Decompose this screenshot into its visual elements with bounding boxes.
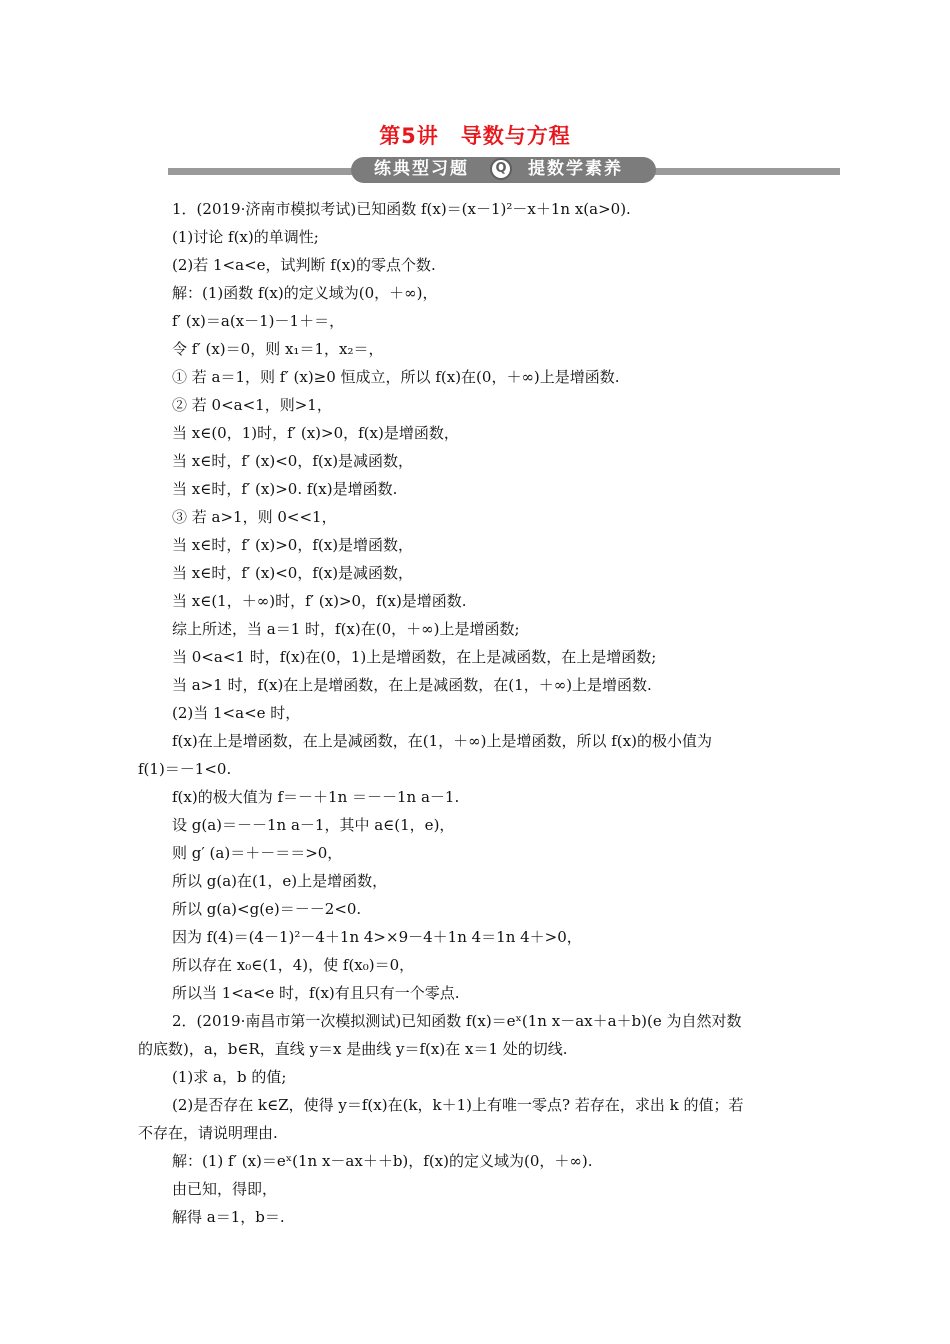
text-line: 1．(2019·济南市模拟考试)已知函数 f(x)＝(x－1)²－x＋1n x(a>0). (172, 200, 631, 218)
banner-left-text: 练典型习题 (374, 159, 469, 179)
text-line: (1)求 a，b 的值; (172, 1068, 287, 1086)
text-line: 解：(1)函数 f(x)的定义域为(0，＋∞)， (172, 284, 438, 302)
text-line: (1)讨论 f(x)的单调性; (172, 228, 319, 246)
text-line: 当 x∈时，f′ (x)<0，f(x)是减函数， (172, 564, 414, 582)
text-line: 当 a>1 时，f(x)在上是增函数，在上是减函数，在(1，＋∞)上是增函数. (172, 676, 652, 694)
text-line: 解得 a＝1，b＝. (172, 1208, 285, 1226)
text-line: f′ (x)＝a(x－1)－1＋＝， (172, 312, 345, 330)
text-line: 当 x∈时，f′ (x)>0. f(x)是增函数. (172, 480, 398, 498)
text-line: 所以存在 x₀∈(1，4)，使 f(x₀)＝0， (172, 956, 415, 974)
text-line: f(x)的极大值为 f＝－＋1n ＝－－1n a－1. (172, 788, 460, 806)
text-line: 所以 g(a)在(1，e)上是增函数， (172, 872, 388, 890)
text-line: f(x)在上是增函数，在上是减函数，在(1，＋∞)上是增函数，所以 f(x)的极小值为 (172, 732, 712, 750)
text-line: 设 g(a)＝－－1n a－1，其中 a∈(1，e)， (172, 816, 455, 834)
text-line: (2)当 1<a<e 时， (172, 704, 301, 722)
text-line: 所以 g(a)<g(e)＝－－2<0. (172, 900, 362, 918)
text-line: 令 f′ (x)＝0，则 x₁＝1，x₂＝， (172, 340, 384, 358)
text-line: 当 x∈时，f′ (x)>0，f(x)是增函数， (172, 536, 414, 554)
text-line: 综上所述，当 a＝1 时，f(x)在(0，＋∞)上是增函数; (172, 620, 520, 638)
text-line: 当 x∈(0，1)时，f′ (x)>0，f(x)是增函数， (172, 424, 459, 442)
text-line: ① 若 a＝1，则 f′ (x)≥0 恒成立，所以 f(x)在(0，＋∞)上是增函数. (172, 368, 620, 386)
text-line: 由已知，得即， (172, 1180, 278, 1198)
lecture-title: 第5讲 导数与方程 (379, 124, 571, 148)
text-line: 的底数)，a，b∈R，直线 y＝x 是曲线 y＝f(x)在 x＝1 处的切线. (138, 1040, 568, 1058)
text-line: 则 g′ (a)＝＋－＝＝>0， (172, 844, 343, 862)
text-line: 所以当 1<a<e 时，f(x)有且只有一个零点. (172, 984, 460, 1002)
text-line: 解：(1) f′ (x)＝eˣ(1n x－ax＋＋b)，f(x)的定义域为(0，＋∞). (172, 1152, 593, 1170)
problem-text (138, 195, 816, 1231)
text-line: 因为 f(4)＝(4－1)²－4＋1n 4>×9－4＋1n 4＝1n 4＋>0， (172, 928, 582, 946)
text-line: f(1)＝－1<0. (138, 760, 232, 778)
text-line: 当 0<a<1 时，f(x)在(0，1)上是增函数，在上是减函数，在上是增函数; (172, 648, 657, 666)
text-line: ② 若 0<a<1，则>1， (172, 396, 332, 414)
text-line: 当 x∈时，f′ (x)<0，f(x)是减函数， (172, 452, 414, 470)
text-line: ③ 若 a>1，则 0<<1， (172, 508, 337, 526)
banner-badge-icon: Q (490, 158, 512, 180)
section-banner (168, 156, 840, 184)
text-line: (2)若 1<a<e，试判断 f(x)的零点个数. (172, 256, 436, 274)
text-line: 2．(2019·南昌市第一次模拟测试)已知函数 f(x)＝eˣ(1n x－ax＋a＋b)(e 为自然对数 (172, 1012, 742, 1030)
text-line: 不存在，请说明理由. (138, 1124, 278, 1142)
banner-right-text: 提数学素养 (528, 159, 623, 179)
text-line: 当 x∈(1，＋∞)时，f′ (x)>0，f(x)是增函数. (172, 592, 467, 610)
text-line: (2)是否存在 k∈Z，使得 y＝f(x)在(k，k＋1)上有唯一零点? 若存在，求出 k 的值；若 (172, 1096, 744, 1114)
